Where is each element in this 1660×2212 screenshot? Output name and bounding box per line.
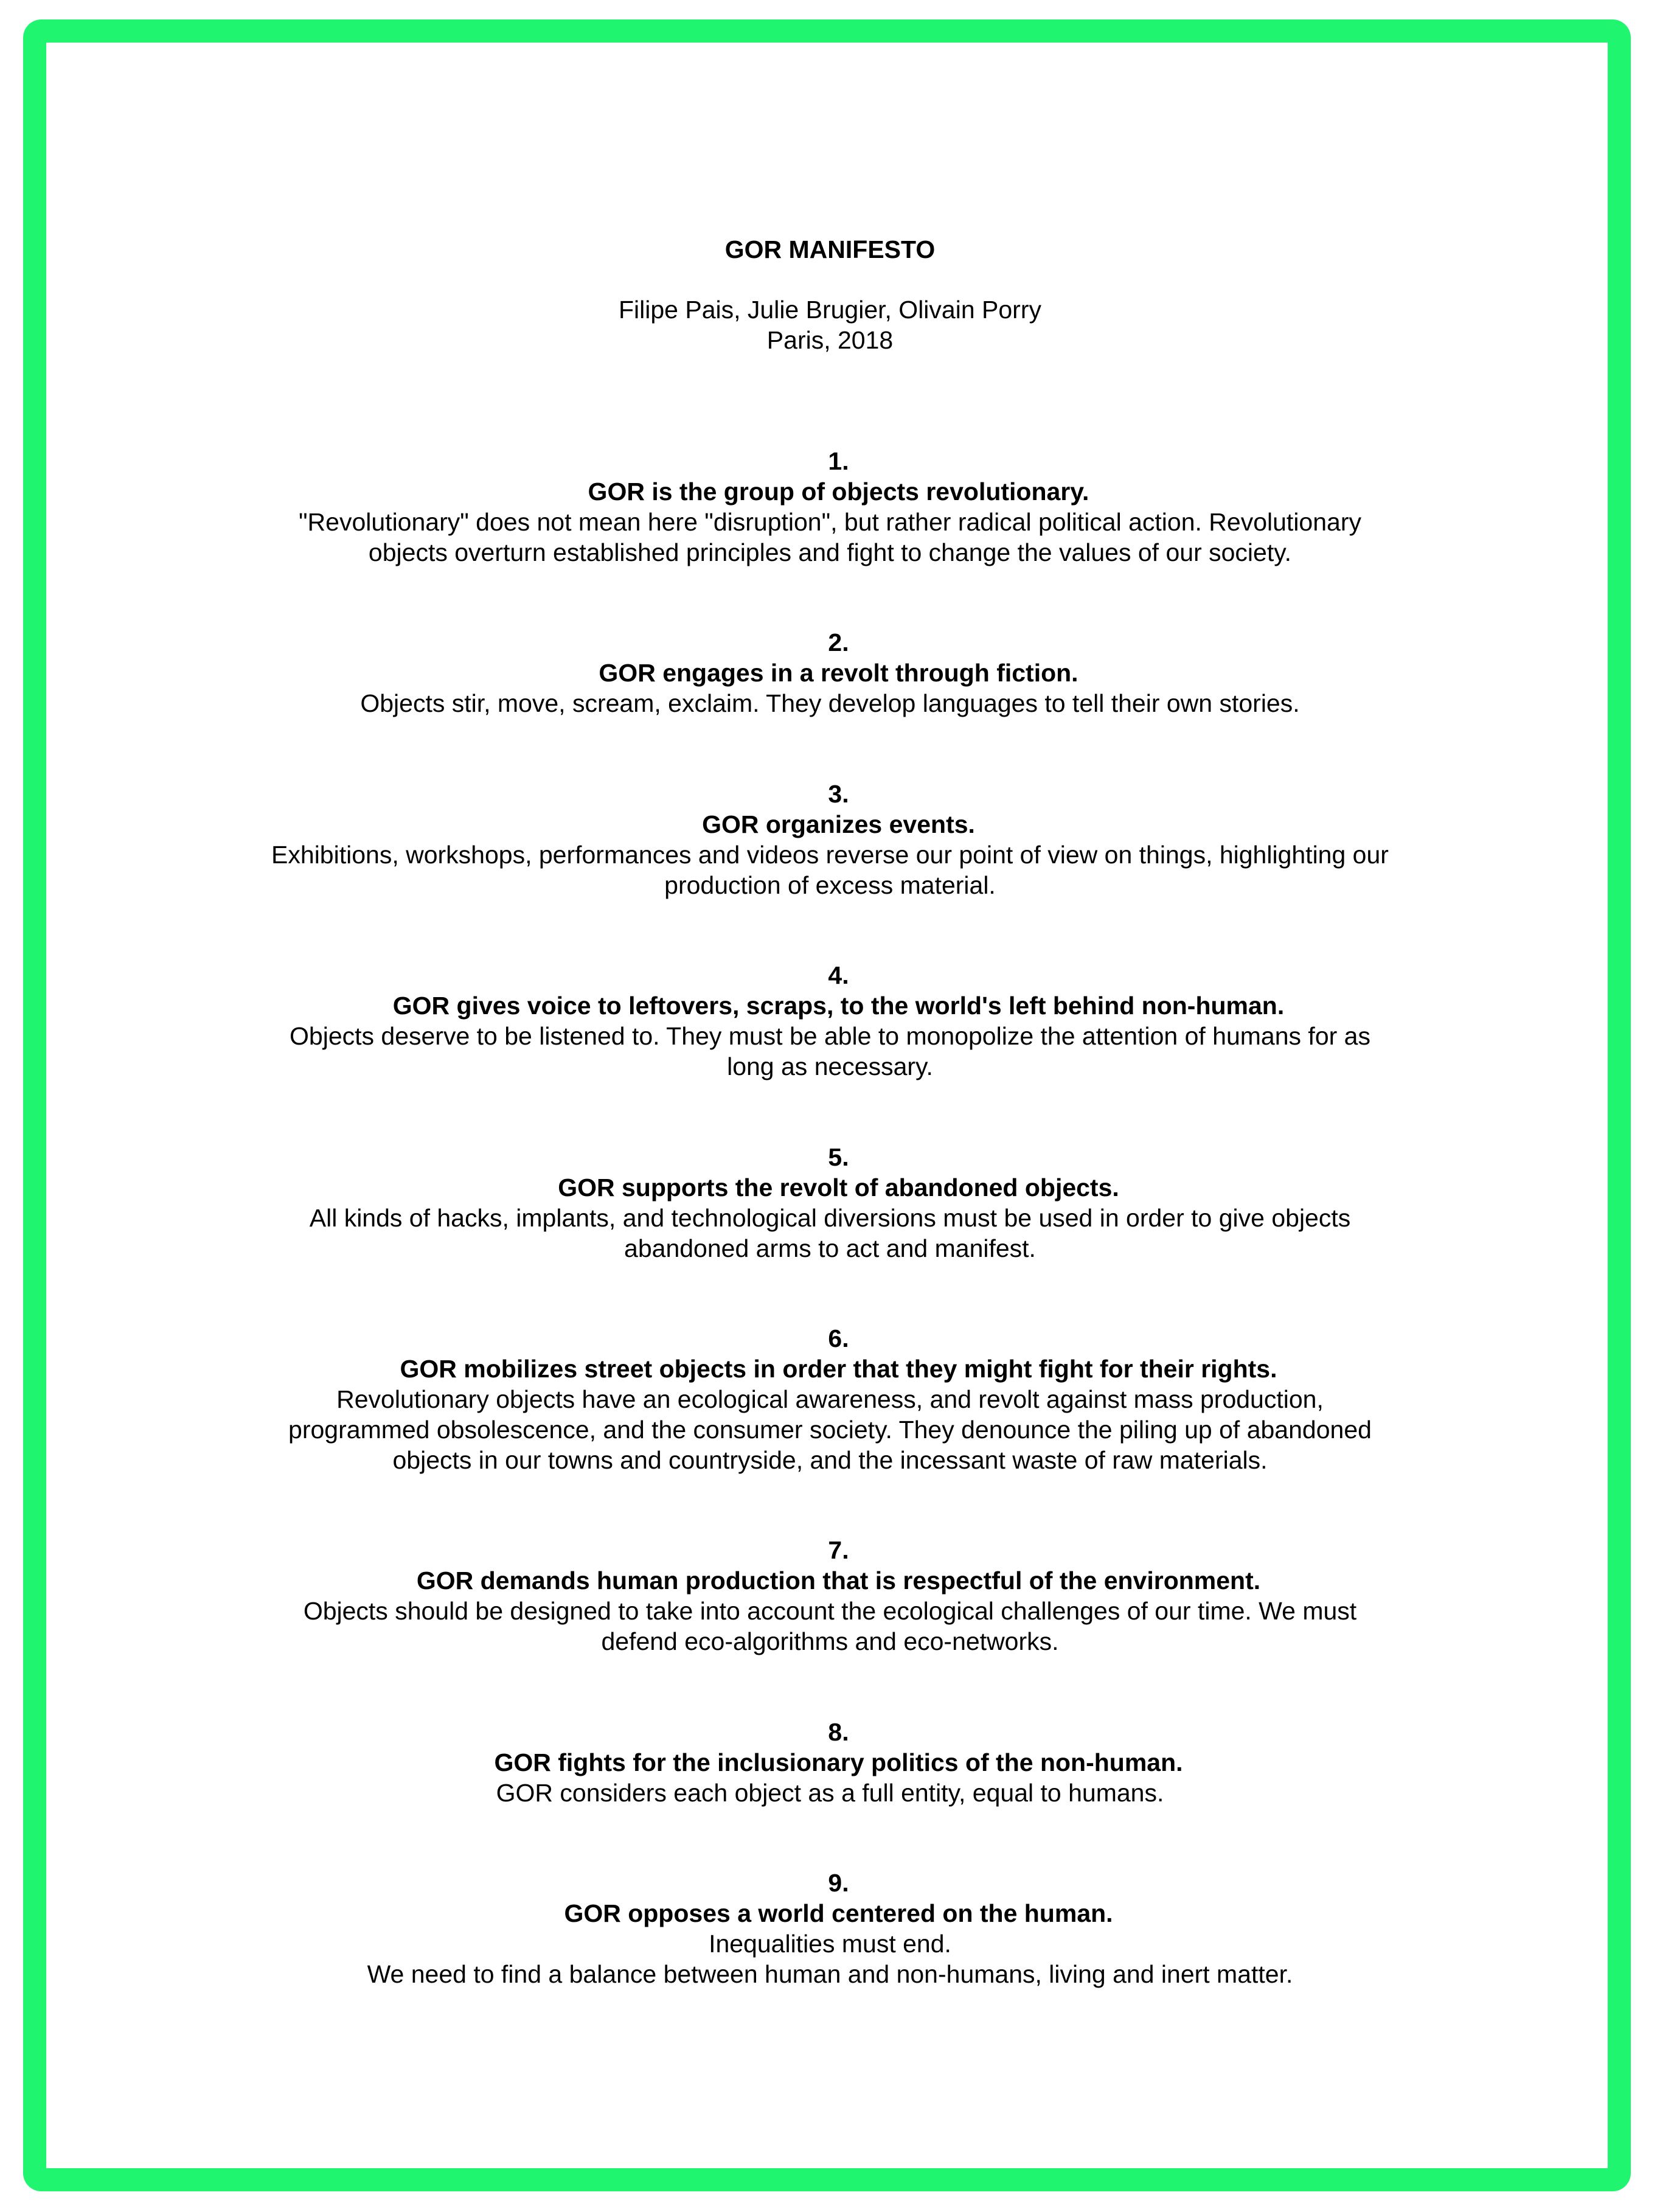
section-5-body-line: abandoned arms to act and manifest. (624, 1234, 1036, 1262)
section-3-number: 3. (828, 780, 849, 808)
section-3-body-line: production of excess material. (664, 871, 996, 899)
section-3-body-line: Exhibitions, workshops, performances and videos reverse our point of view on things, highlighting our (271, 841, 1389, 869)
section-9-body-line: We need to find a balance between human and non-humans, living and inert matter. (367, 1960, 1293, 1988)
section-1-body-line: objects overturn established principles and fight to change the values of our society. (368, 538, 1292, 566)
section-8-heading: GOR fights for the inclusionary politics of the non-human. (494, 1748, 1183, 1776)
section-2-number: 2. (828, 628, 849, 656)
section-1-number: 1. (828, 447, 849, 475)
section-7-number: 7. (828, 1536, 849, 1564)
section-6-body-line: programmed obsolescence, and the consumer society. They denounce the piling up of abandoned (288, 1416, 1372, 1444)
section-9-number: 9. (828, 1869, 849, 1897)
section-6-number: 6. (828, 1324, 849, 1352)
section-3-heading: GOR organizes events. (702, 810, 975, 838)
section-8-body-line: GOR considers each object as a full entity, equal to humans. (496, 1779, 1164, 1807)
section-9-heading: GOR opposes a world centered on the human. (564, 1899, 1113, 1927)
section-1-body-line: "Revolutionary" does not mean here "disruption", but rather radical political action. Revolutionary (299, 508, 1361, 536)
section-4-body-line: Objects deserve to be listened to. They must be able to monopolize the attention of humans for as (290, 1022, 1370, 1050)
section-4-heading: GOR gives voice to leftovers, scraps, to the world's left behind non-human. (392, 992, 1285, 1020)
section-8-number: 8. (828, 1718, 849, 1746)
section-6-body-line: objects in our towns and countryside, and the incessant waste of raw materials. (392, 1446, 1268, 1474)
section-4-body-line: long as necessary. (727, 1052, 933, 1080)
section-5-body-line: All kinds of hacks, implants, and technological diversions must be used in order to give objects (309, 1204, 1351, 1232)
section-6-body-line: Revolutionary objects have an ecological awareness, and revolt against mass production, (336, 1385, 1324, 1413)
section-2-body-line: Objects stir, move, scream, exclaim. They develop languages to tell their own stories. (360, 689, 1300, 717)
section-1-heading: GOR is the group of objects revolutionary. (588, 478, 1089, 506)
section-2-heading: GOR engages in a revolt through fiction. (599, 659, 1078, 687)
authors-line: Filipe Pais, Julie Brugier, Olivain Porry (619, 296, 1041, 324)
place-date-line: Paris, 2018 (766, 326, 894, 354)
section-9-body-line: Inequalities must end. (709, 1930, 951, 1958)
section-7-heading: GOR demands human production that is respectful of the environment. (416, 1567, 1261, 1595)
section-4-number: 4. (828, 961, 849, 989)
section-7-body-line: defend eco-algorithms and eco-networks. (601, 1627, 1059, 1655)
section-7-body-line: Objects should be designed to take into account the ecological challenges of our time. We must (303, 1597, 1357, 1625)
section-6-heading: GOR mobilizes street objects in order that they might fight for their rights. (400, 1355, 1277, 1383)
section-5-heading: GOR supports the revolt of abandoned objects. (558, 1174, 1119, 1202)
page-title: GOR MANIFESTO (724, 235, 936, 263)
section-5-number: 5. (828, 1143, 849, 1171)
